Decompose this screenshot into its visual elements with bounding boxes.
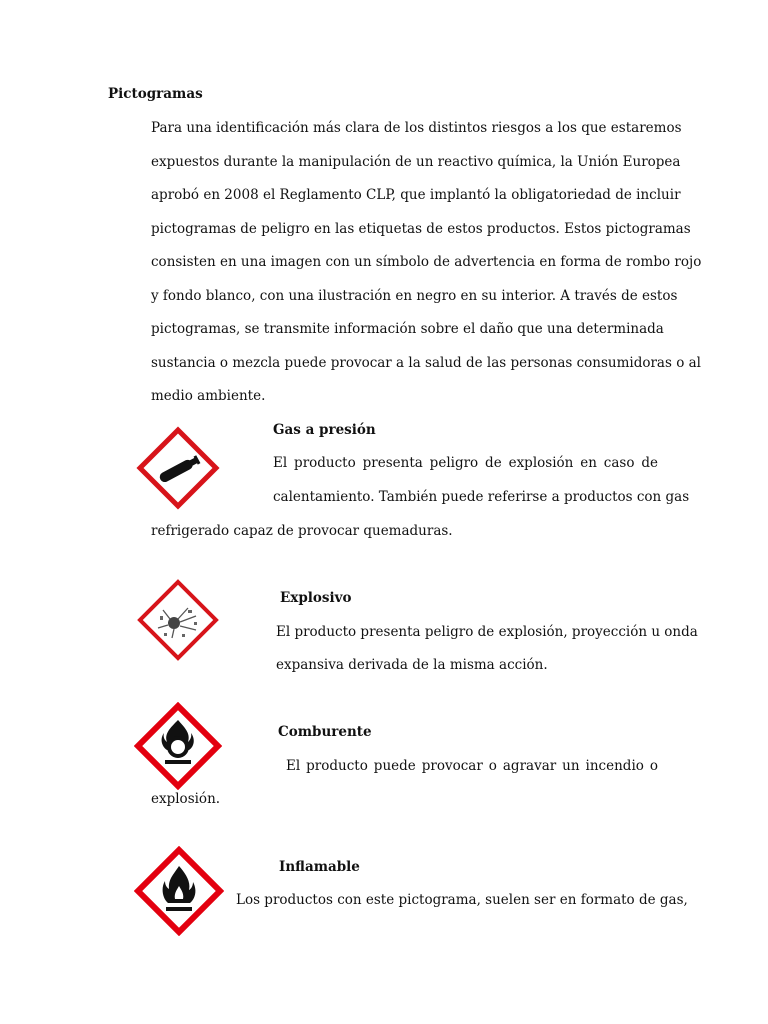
comburente-text	[286, 758, 658, 774]
intro-line: sustancia o mezcla puede provocar a la salud de las personas consumidoras o al	[151, 354, 701, 371]
flame-over-circle-icon	[134, 702, 222, 790]
comburente-text-2	[151, 791, 220, 807]
gas-line: El producto presenta peligro de explosión en caso de	[273, 455, 658, 471]
intro-line: expuestos durante la manipulación de un reactivo química, la Unión Europea	[151, 153, 681, 170]
page-title: Pictogramas	[108, 86, 203, 102]
explosivo-text	[276, 624, 698, 640]
inflamable-line: Los productos con este pictograma, suelen ser en formato de gas,	[236, 892, 688, 908]
gas-text	[273, 455, 658, 471]
intro-line: y fondo blanco, con una ilustración en negro en su interior. A través de estos	[151, 287, 678, 304]
explosivo-text-2	[276, 657, 548, 673]
comburente-line: explosión.	[151, 791, 221, 807]
explosivo-title: Explosivo	[280, 590, 352, 606]
intro-line: pictogramas de peligro en las etiquetas de estos productos. Estos pictogramas	[151, 220, 691, 237]
explosivo-line: El producto presenta peligro de explosión, proyección u onda	[276, 624, 698, 640]
gas-cylinder-icon	[136, 426, 220, 510]
comburente-line: El producto puede provocar o agravar un incendio o	[286, 758, 658, 774]
gas-title: Gas a presión	[273, 422, 376, 438]
exploding-bomb-icon	[136, 578, 220, 662]
intro-line: consisten en una imagen con un símbolo de advertencia en forma de rombo rojo	[151, 254, 702, 270]
intro-line: pictogramas, se transmite información sobre el daño que una determinada	[151, 321, 664, 337]
intro-paragraph	[151, 112, 702, 414]
flame-icon	[134, 846, 224, 936]
gas-text-3	[151, 523, 453, 539]
inflamable-title: Inflamable	[279, 859, 360, 875]
intro-line: aprobó en 2008 el Reglamento CLP, que implantó la obligatoriedad de incluir	[151, 187, 681, 203]
intro-line: medio ambiente.	[151, 388, 266, 404]
inflamable-text	[236, 892, 688, 908]
gas-line: calentamiento. También puede referirse a productos con gas	[273, 489, 690, 505]
comburente-title: Comburente	[278, 724, 372, 740]
explosivo-line: expansiva derivada de la misma acción.	[276, 657, 548, 673]
gas-text-2	[273, 489, 690, 505]
gas-line: refrigerado capaz de provocar quemaduras.	[151, 523, 453, 539]
intro-line: Para una identificación más clara de los distintos riesgos a los que estaremos	[151, 120, 682, 136]
